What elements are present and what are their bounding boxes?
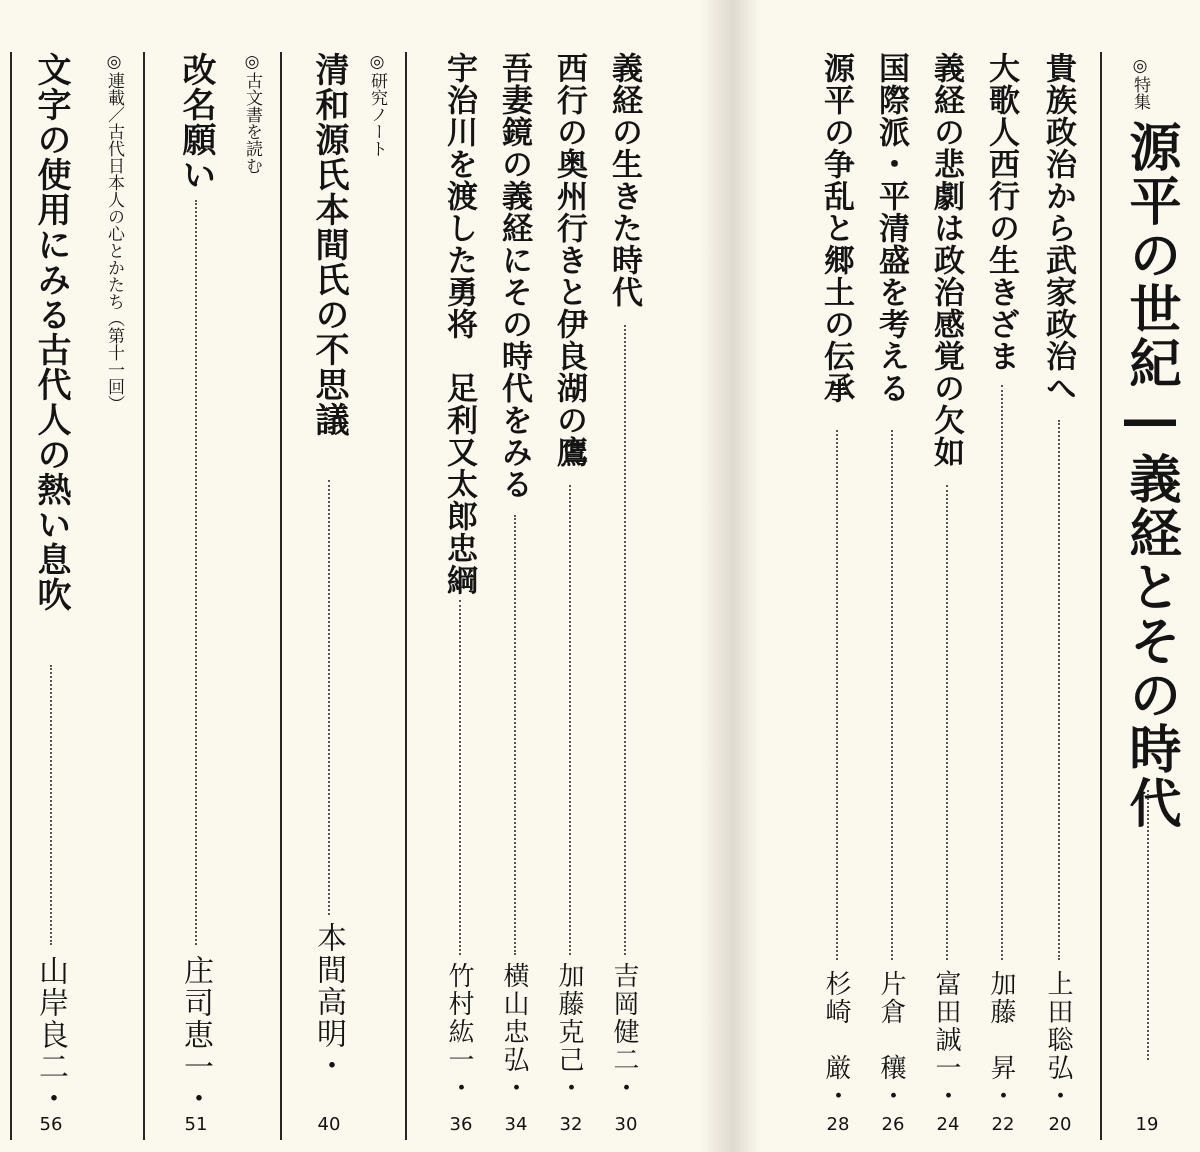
toc-entry — [441, 0, 481, 1152]
section-rule — [10, 52, 12, 1140]
leader-dots — [836, 430, 838, 960]
entry-author: 吉岡健二・ — [609, 962, 639, 1102]
serial-section — [20, 0, 140, 1152]
entry-title: 大歌人西行の生きざま — [983, 52, 1019, 372]
toc-entry — [818, 0, 858, 1152]
research-title: 清和源氏本間氏の不思議 — [309, 52, 349, 437]
entry-title: 貴族政治から武家政治へ — [1040, 52, 1076, 404]
toc-entry — [983, 0, 1023, 1152]
old-docs-author: 庄司恵一・ — [178, 955, 213, 1115]
serial-label: ◎連載／古代日本人の心とかたち（第十一回） — [104, 52, 124, 412]
leader-dots — [624, 325, 626, 955]
section-rule — [1100, 52, 1102, 1140]
entry-author: 杉崎 厳・ — [821, 970, 851, 1110]
entry-author: 加藤 昇・ — [986, 970, 1016, 1110]
entry-page-number: 28 — [826, 1114, 850, 1135]
serial-page-number: 56 — [39, 1114, 63, 1135]
feature-label: ◎特集 — [1130, 56, 1150, 110]
leader-dots — [459, 600, 461, 955]
feature-page-number: 19 — [1135, 1114, 1159, 1135]
entry-title: 義経の生きた時代 — [606, 52, 642, 308]
old-docs-title: 改名願い — [176, 52, 216, 192]
section-rule — [405, 52, 407, 1140]
entry-author: 竹村紘一・ — [444, 962, 474, 1102]
serial-title: 文字の使用にみる古代人の熱い息吹 — [31, 52, 71, 612]
entry-page-number: 24 — [936, 1114, 960, 1135]
entry-title: 宇治川を渡した勇将 足利又太郎忠綱 — [441, 52, 477, 596]
leader-dots — [328, 480, 330, 915]
toc-entry — [551, 0, 591, 1152]
entry-page-number: 26 — [881, 1114, 905, 1135]
old-docs-section — [165, 0, 275, 1152]
serial-author: 山岸良二・ — [33, 955, 68, 1115]
entry-page-number: 32 — [559, 1114, 583, 1135]
leader-dots — [50, 665, 52, 945]
entry-title: 西行の奥州行きと伊良湖の鷹 — [551, 52, 587, 468]
entry-page-number: 30 — [614, 1114, 638, 1135]
entry-author: 加藤克己・ — [554, 962, 584, 1102]
entry-title: 吾妻鏡の義経にその時代をみる — [496, 52, 532, 500]
toc-entry — [606, 0, 646, 1152]
section-rule — [280, 52, 282, 1140]
entry-title: 義経の悲劇は政治感覚の欠如 — [928, 52, 964, 468]
toc-entry — [873, 0, 913, 1152]
entry-author: 片倉 穰・ — [876, 970, 906, 1110]
leader-dots — [569, 485, 571, 955]
leader-dots — [946, 485, 948, 960]
entry-page-number: 22 — [991, 1114, 1015, 1135]
research-author: 本間高明・ — [311, 922, 346, 1082]
entry-author: 横山忠弘・ — [499, 962, 529, 1102]
leader-dots — [1058, 420, 1060, 960]
entry-author: 富田誠一・ — [931, 970, 961, 1110]
entry-title: 源平の争乱と郷土の伝承 — [818, 52, 854, 404]
book-gutter — [700, 0, 760, 1152]
feature-title: 源平の世紀―義経とその時代 — [1120, 120, 1180, 830]
research-label: ◎研究ノート — [367, 52, 387, 157]
toc-entry — [1040, 0, 1080, 1152]
section-rule — [143, 52, 145, 1140]
old-docs-label: ◎古文書を読む — [242, 52, 262, 174]
entry-author: 上田聡弘・ — [1043, 970, 1073, 1110]
leader-dots — [195, 200, 197, 945]
leader-dots — [891, 430, 893, 960]
toc-entry — [496, 0, 536, 1152]
entry-page-number: 34 — [504, 1114, 528, 1135]
entry-page-number: 36 — [449, 1114, 473, 1135]
research-page-number: 40 — [317, 1114, 341, 1135]
entry-page-number: 20 — [1048, 1114, 1072, 1135]
research-section — [300, 0, 400, 1152]
leader-dots — [514, 515, 516, 955]
leader-dots — [1147, 790, 1149, 1060]
old-docs-page-number: 51 — [184, 1114, 208, 1135]
entry-title: 国際派・平清盛を考える — [873, 52, 909, 404]
leader-dots — [1001, 385, 1003, 960]
toc-entry — [928, 0, 968, 1152]
